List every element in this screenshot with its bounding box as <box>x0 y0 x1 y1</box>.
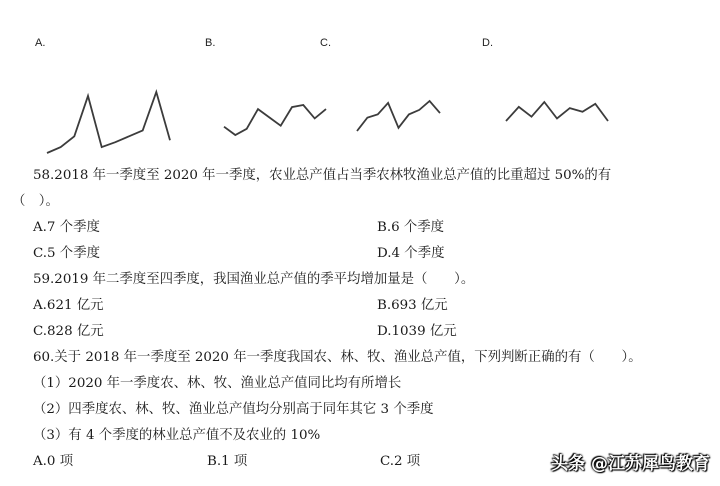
q60-statement-1: （1）2020 年一季度农、林、牧、渔业总产值同比均有所增长 <box>33 376 402 391</box>
q59-option-b[interactable]: B.693 亿元 <box>377 298 448 313</box>
q58-option-c[interactable]: C.5 个季度 <box>33 246 100 261</box>
q58-option-b[interactable]: B.6 个季度 <box>377 220 445 235</box>
q59-stem: 59.2019 年二季度至四季度，我国渔业总产值的季平均增加量是（ ）。 <box>33 272 475 287</box>
q58-option-d[interactable]: D.4 个季度 <box>377 246 445 261</box>
q58-stem-line1: 58.2018 年一季度至 2020 年一季度，农业总产值占当季农林牧渔业总产值的比重超过 50%的有 <box>33 168 612 183</box>
sparkline-d-line <box>506 102 608 121</box>
chart-option-c-label: C. <box>320 37 331 49</box>
q59-option-a[interactable]: A.621 亿元 <box>33 298 104 313</box>
chart-option-a-label: A. <box>35 37 46 49</box>
q60-option-b[interactable]: B.1 项 <box>207 454 248 469</box>
q60-statement-3: （3）有 4 个季度的林业总产值不及农业的 10% <box>33 428 321 443</box>
chart-option-b-label: B. <box>205 37 216 49</box>
q60-option-a[interactable]: A.0 项 <box>33 454 74 469</box>
q60-option-c[interactable]: C.2 项 <box>380 454 421 469</box>
chart-option-d-label: D. <box>482 37 493 49</box>
q59-option-c[interactable]: C.828 亿元 <box>33 324 104 339</box>
q60-stem: 60.关于 2018 年一季度至 2020 年一季度我国农、林、牧、渔业总产值，下列判断正确的有（ ）。 <box>33 350 642 365</box>
q58-option-a[interactable]: A.7 个季度 <box>33 220 100 235</box>
watermark: 头条 @江苏犀鸟教育 <box>551 454 710 474</box>
q60-statement-2: （2）四季度农、林、牧、渔业总产值均分别高于同年其它 3 个季度 <box>33 402 434 417</box>
q59-option-d[interactable]: D.1039 亿元 <box>377 324 457 339</box>
q58-stem-line2: （ ）。 <box>12 194 59 209</box>
